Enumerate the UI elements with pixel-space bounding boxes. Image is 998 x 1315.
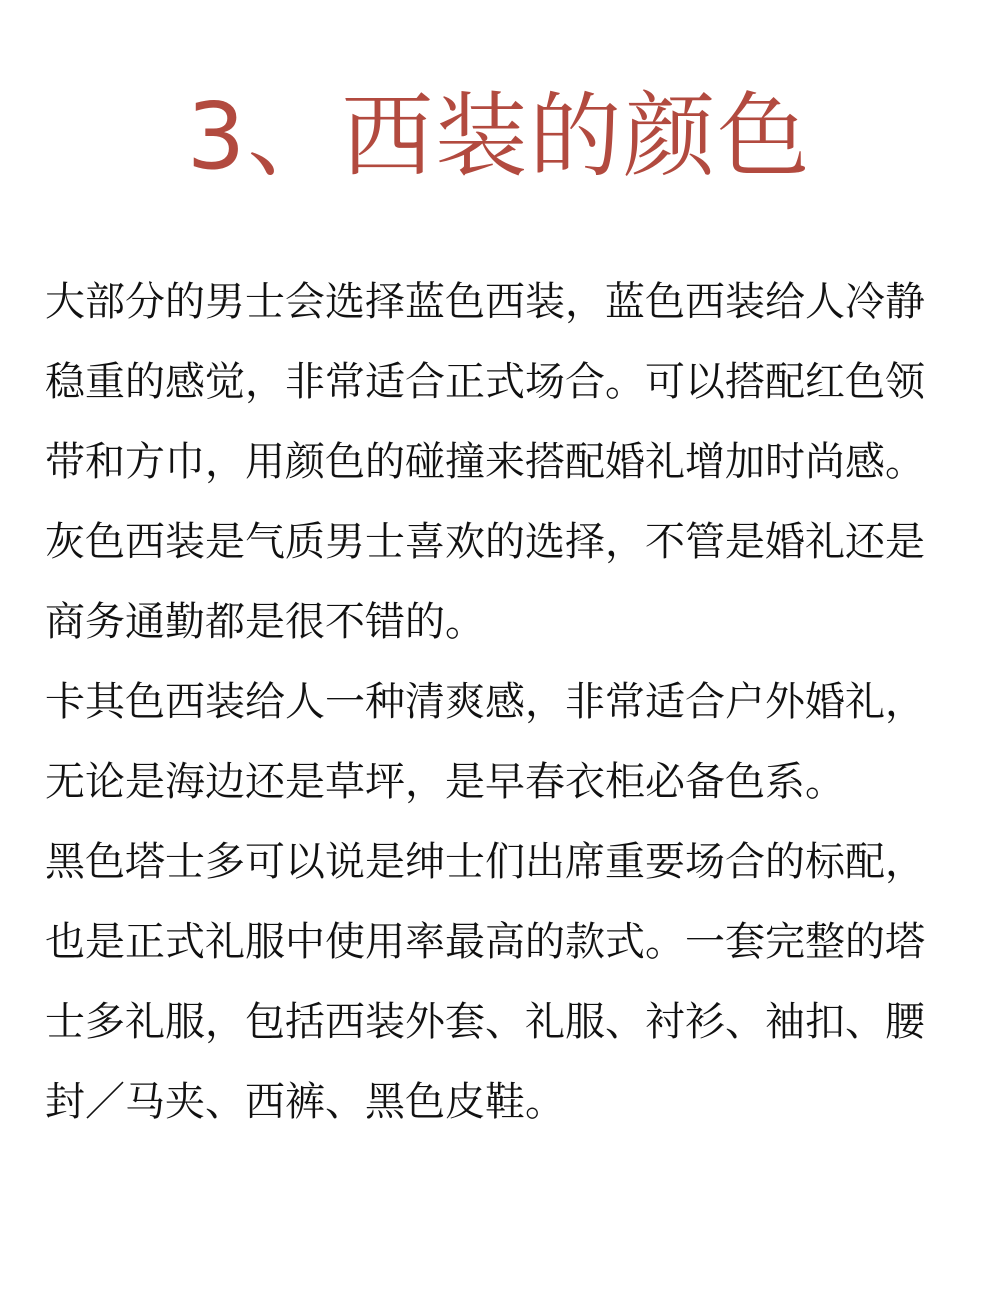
paragraph-khaki-suit: 卡其色西装给人一种清爽感，非常适合户外婚礼，无论是海边还是草坪，是早春衣柜必备色系。: [45, 679, 925, 805]
paragraph-black-tuxedo: 黑色塔士多可以说是绅士们出席重要场合的标配，也是正式礼服中使用率最高的款式。一套完整的塔士多礼服，包括西装外套、礼服、衬衫、袖扣、腰封／马夹、西裤、黑色皮鞋。: [45, 839, 925, 1125]
paragraph-blue-suit: 大部分的男士会选择蓝色西装，蓝色西装给人冷静稳重的感觉，非常适合正式场合。可以搭配红色领带和方巾，用颜色的碰撞来搭配婚礼增加时尚感。: [45, 279, 925, 485]
paragraph-grey-suit: 灰色西装是气质男士喜欢的选择，不管是婚礼还是商务通勤都是很不错的。: [45, 519, 925, 645]
page-title: 3、西装的颜色: [186, 83, 812, 190]
article-body: [45, 262, 945, 1142]
